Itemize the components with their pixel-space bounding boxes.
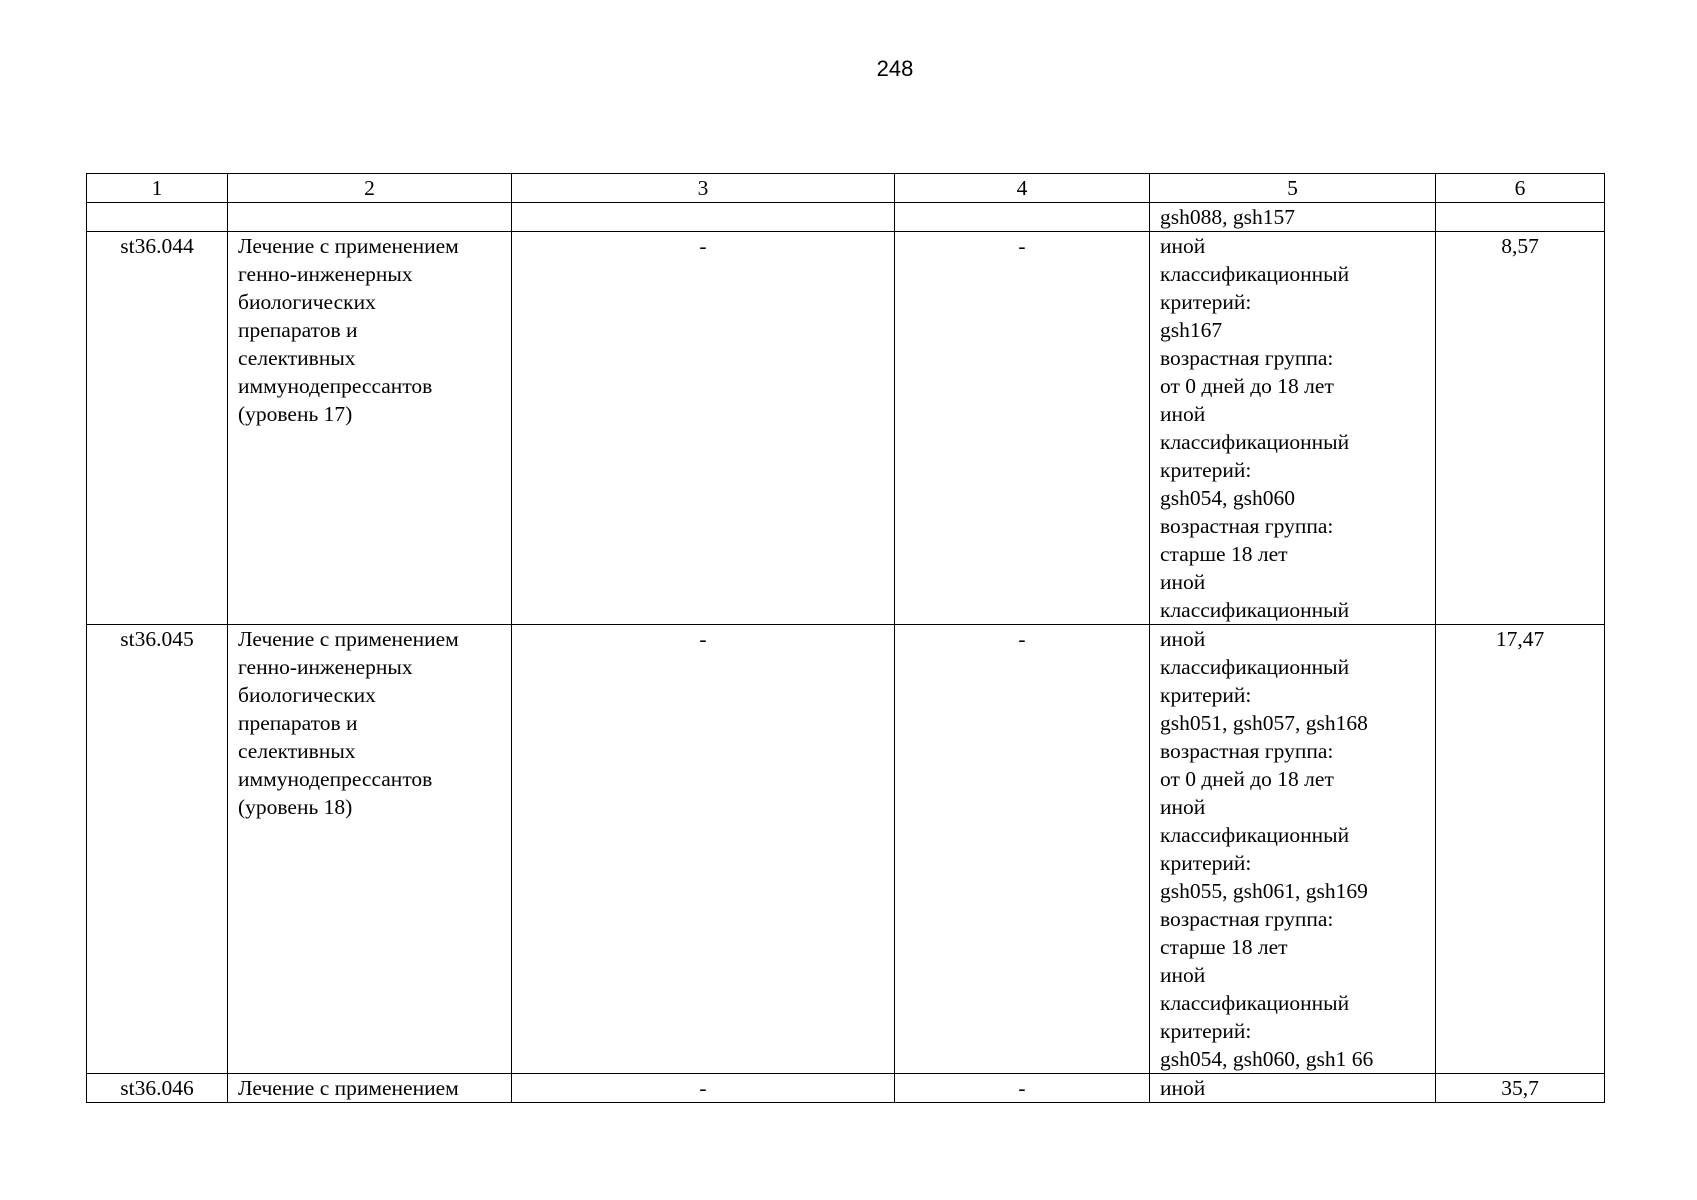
col3-cell <box>512 203 895 232</box>
col3-cell: - <box>512 1074 895 1103</box>
criteria-cell: gsh088, gsh157 <box>1150 203 1436 232</box>
code-cell: st36.045 <box>87 625 228 1074</box>
col4-cell <box>895 203 1150 232</box>
page-number: 248 <box>876 56 914 81</box>
table-row <box>87 232 1605 625</box>
criteria-cell: иной классификационный критерий: gsh051, gsh057, gsh168 возрастная группа: от 0 дней до 18 лет иной классификационный критерий: gsh055, gsh061, gsh169 возрастная группа: старше 18 лет иной классификационный критерий: gsh054, gsh060, gsh1 66 <box>1150 625 1436 1074</box>
column-header: 3 <box>512 174 895 203</box>
column-header: 5 <box>1150 174 1436 203</box>
column-header: 1 <box>87 174 228 203</box>
col3-cell: - <box>512 625 895 1074</box>
col4-cell: - <box>895 625 1150 1074</box>
coefficient-cell: 17,47 <box>1436 625 1605 1074</box>
column-header: 4 <box>895 174 1150 203</box>
tariff-table <box>86 173 1605 1103</box>
code-cell <box>87 203 228 232</box>
code-cell: st36.046 <box>87 1074 228 1103</box>
column-header: 6 <box>1436 174 1605 203</box>
criteria-cell: иной <box>1150 1074 1436 1103</box>
name-cell <box>228 203 512 232</box>
col3-cell: - <box>512 232 895 625</box>
header-row <box>87 174 1605 203</box>
name-cell: Лечение с применением генно-инженерных биологических препаратов и селективных иммунодепрессантов (уровень 18) <box>228 625 512 1074</box>
col4-cell: - <box>895 1074 1150 1103</box>
name-cell: Лечение с применением генно-инженерных биологических препаратов и селективных иммунодепрессантов (уровень 17) <box>228 232 512 625</box>
col4-cell: - <box>895 232 1150 625</box>
column-header: 2 <box>228 174 512 203</box>
name-cell: Лечение с применением <box>228 1074 512 1103</box>
code-cell: st36.044 <box>87 232 228 625</box>
coefficient-cell: 35,7 <box>1436 1074 1605 1103</box>
coefficient-cell: 8,57 <box>1436 232 1605 625</box>
table-row <box>87 203 1605 232</box>
criteria-cell: иной классификационный критерий: gsh167 возрастная группа: от 0 дней до 18 лет иной классификационный критерий: gsh054, gsh060 возрастная группа: старше 18 лет иной классификационный <box>1150 232 1436 625</box>
table-row <box>87 625 1605 1074</box>
table-row <box>87 1074 1605 1103</box>
coefficient-cell <box>1436 203 1605 232</box>
